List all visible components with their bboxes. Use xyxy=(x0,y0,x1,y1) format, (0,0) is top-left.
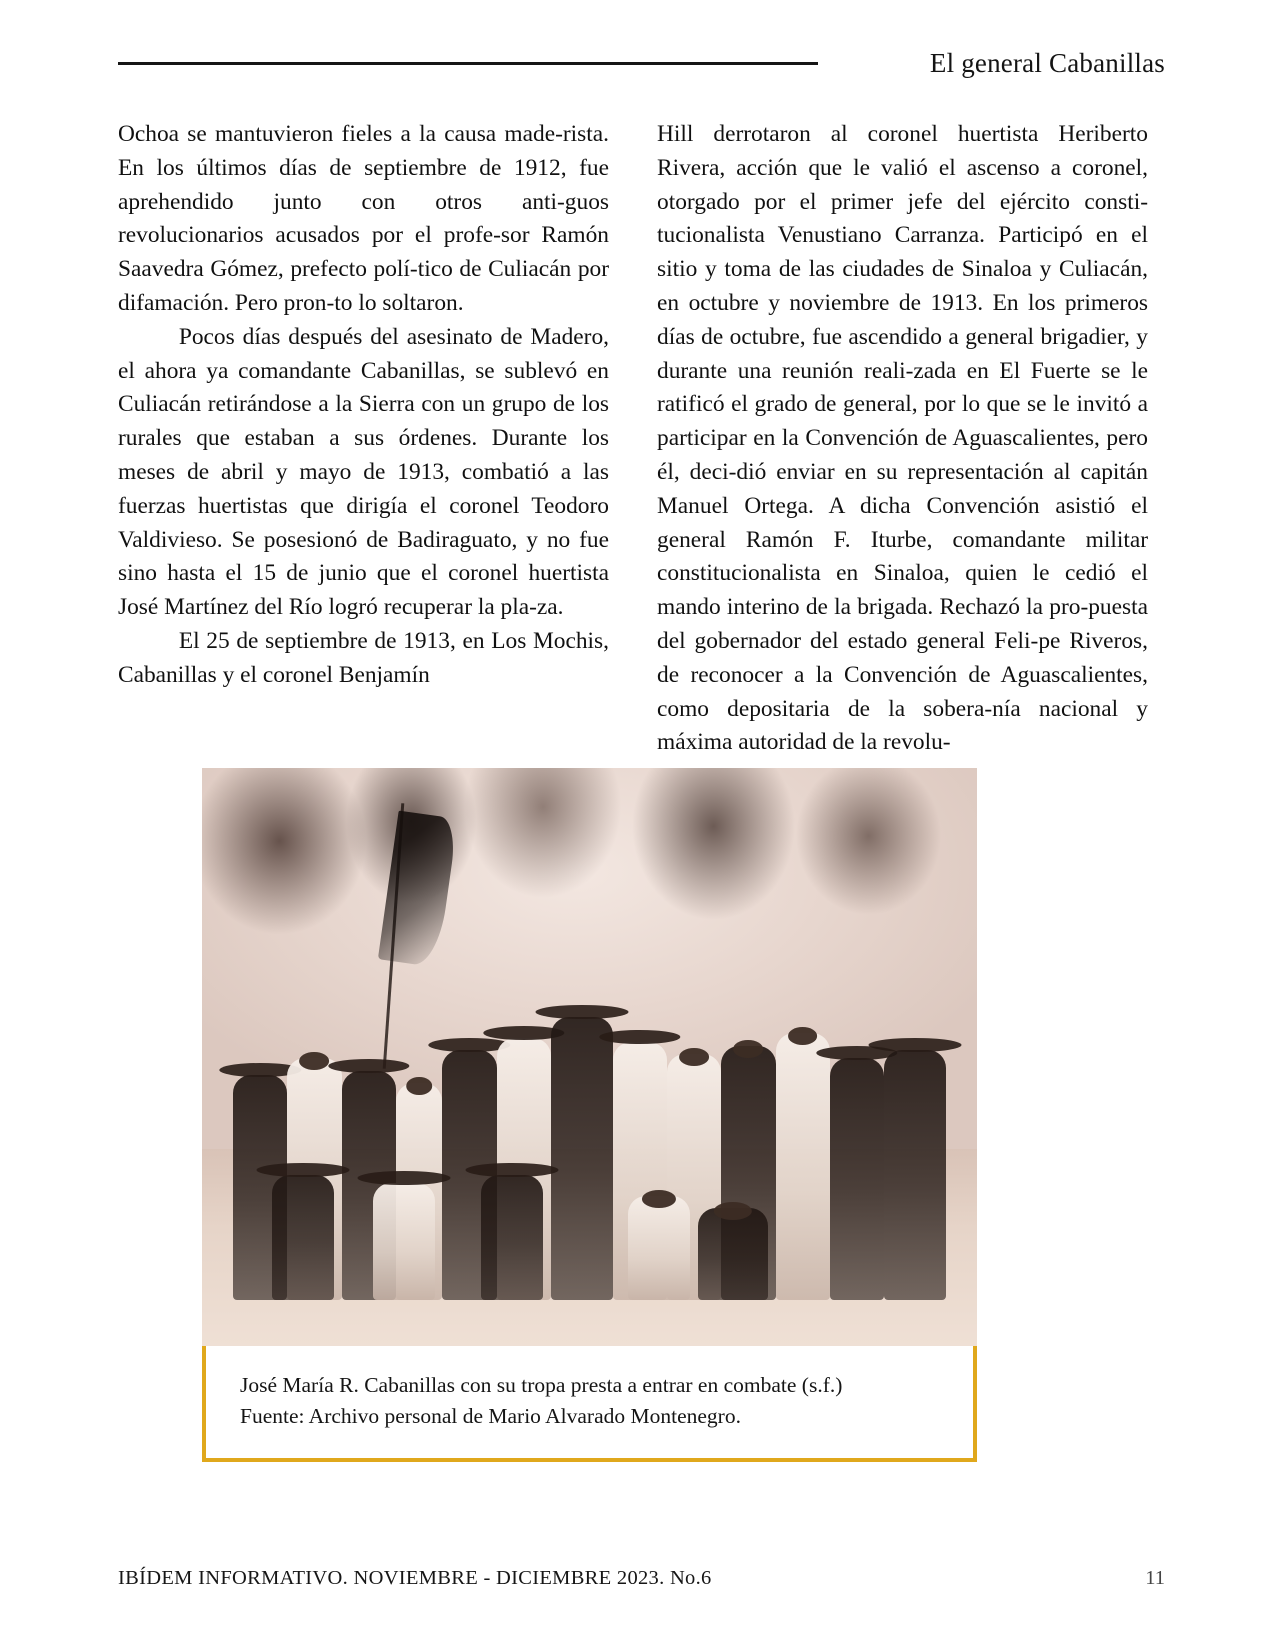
page-footer xyxy=(118,1567,1165,1590)
head-shape xyxy=(733,1040,763,1058)
person-figure xyxy=(884,1050,946,1300)
head-shape xyxy=(299,1052,329,1070)
person-figure-seated xyxy=(698,1208,768,1300)
person-figure-seated xyxy=(373,1183,435,1300)
sombrero-icon xyxy=(599,1030,680,1044)
figure xyxy=(202,768,977,1462)
head-shape xyxy=(714,1202,752,1220)
paragraph: Hill derrotaron al coronel huertista Heriberto Rivera, acción que le valió el ascenso a coronel, otorgado por el primer jefe del ejército consti-tucionalista Venustiano Carranza. Participó en el sitio y toma de las ciudades de Sinaloa y Culiacán, en octubre y noviembre de 1913. En los primeros días de octubre, fue ascendido a general brigadier, y durante una reunión reali-zada en El Fuerte se le ratificó el grado de general, por lo que se le invitó a participar en la Convención de Aguascalientes, pero él, deci-dió enviar en su representación al capitán Manuel Ortega. A dicha Convención asistió el general Ramón F. Iturbe, comandante militar constitucionalista en Sinaloa, quien le cedió el mando interino de la brigada. Rechazó la pro-puesta del gobernador del estado general Feli-pe Riveros, de reconocer a la Convención de Aguascalientes, como depositaria de la sobera-nía nacional y máxima autoridad de la revolu- xyxy=(657,121,1148,756)
person-figure xyxy=(776,1033,830,1299)
sombrero-icon xyxy=(328,1059,409,1073)
left-column xyxy=(118,118,609,760)
sombrero-icon xyxy=(535,1005,628,1019)
head-shape xyxy=(642,1190,676,1208)
head-shape xyxy=(406,1077,432,1095)
page-number: 11 xyxy=(1145,1567,1165,1589)
sombrero-icon xyxy=(357,1171,450,1185)
right-column xyxy=(657,118,1148,760)
caption-line: José María R. Cabanillas con su tropa presta a entrar en combate (s.f.) xyxy=(240,1373,843,1397)
publication-info: IBÍDEM INFORMATIVO. NOVIEMBRE - DICIEMBRE 2023. No.6 xyxy=(118,1567,712,1589)
person-figure-seated xyxy=(272,1175,334,1300)
head-shape xyxy=(788,1027,818,1045)
person-figure-seated xyxy=(481,1175,543,1300)
page-header xyxy=(118,48,1165,90)
head-shape xyxy=(679,1048,709,1066)
caption-line: Fuente: Archivo personal de Mario Alvarado Montenegro. xyxy=(240,1404,741,1428)
figure-caption xyxy=(202,1346,977,1462)
photo-crowd xyxy=(202,884,977,1300)
page-title: El general Cabanillas xyxy=(929,48,1165,78)
person-figure xyxy=(551,1017,613,1300)
historical-photograph xyxy=(202,768,977,1346)
sombrero-icon xyxy=(256,1163,349,1177)
person-figure xyxy=(830,1058,884,1299)
paragraph: El 25 de septiembre de 1913, en Los Mochis, Cabanillas y el coronel Benjamín xyxy=(118,627,609,688)
person-figure-seated xyxy=(628,1196,690,1300)
header-rule xyxy=(118,62,818,65)
sombrero-icon xyxy=(466,1163,559,1177)
paragraph: Pocos días después del asesinato de Madero, el ahora ya comandante Cabanillas, se sublevó en Culiacán retirándose a la Sierra con un grupo de los rurales que estaban a sus órdenes. Durante los meses de abril y mayo de 1913, combatió a las fuerzas huertistas que dirigía el coronel Teodoro Valdivieso. Se posesionó de Badiraguato, y no fue sino hasta el 15 de junio que el coronel huertista José Martínez del Río logró recuperar la pla-za. xyxy=(118,323,609,621)
article-columns xyxy=(118,118,1148,760)
sombrero-icon xyxy=(869,1038,962,1052)
paragraph: Ochoa se mantuvieron fieles a la causa made-rista. En los últimos días de septiembre de 1912, fue aprehendido junto con otros anti-guos revolucionarios acusados por el profe-sor Ramón Saavedra Gómez, prefecto polí-tico de Culiacán por difamación. Pero pron-to lo soltaron. xyxy=(118,121,609,316)
